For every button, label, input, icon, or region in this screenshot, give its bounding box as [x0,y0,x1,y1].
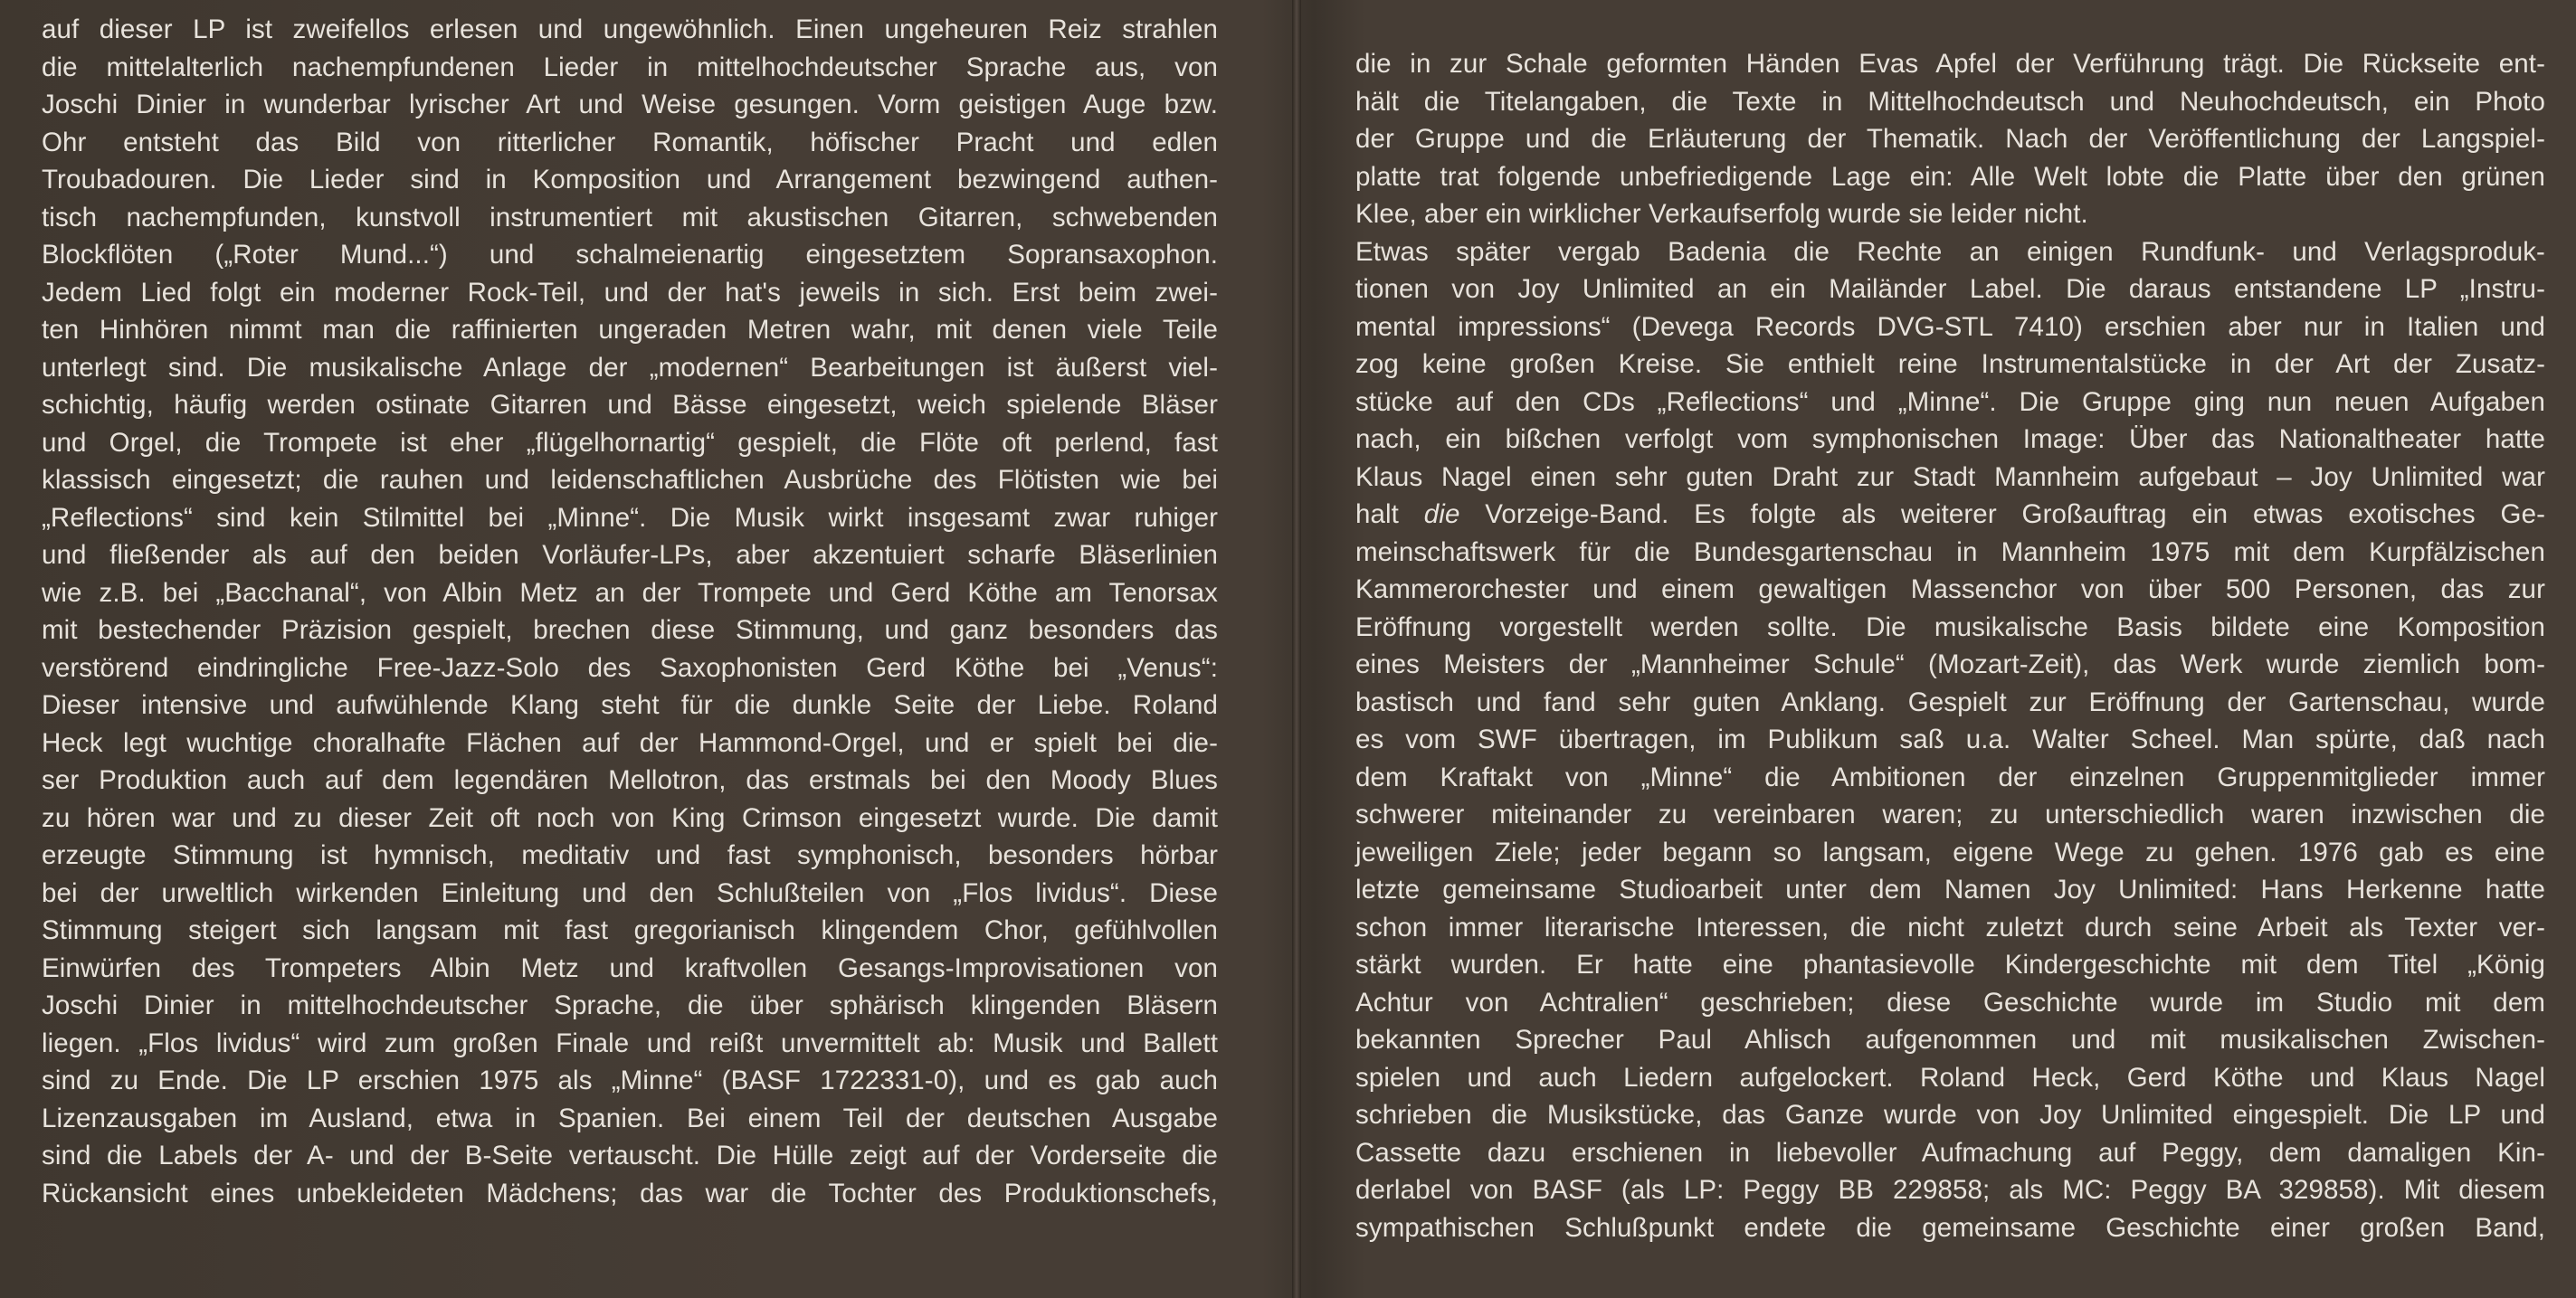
text-line-content: Kammerorchester und einem gewaltigen Massenchor von über 500 Personen, das zur [1355,574,2545,604]
text-line [42,950,1218,988]
text-line [1355,233,2545,271]
text-line [42,274,1218,312]
text-line-content: mental impressions“ (Devega Records DVG-STL 7410) erschien aber nur in Italien und [1355,311,2545,342]
text-line-content: es vom SWF übertragen, im Publikum saß u.a. Walter Scheel. Man spürte, daß nach [1355,725,2545,754]
text-line [42,499,1218,537]
text-line-content: schichtig, häufig werden ostinate Gitarren und Bässe eingesetzt, weich spielende Bläser [42,390,1218,420]
text-line [42,236,1218,274]
text-line-content: sympathischen Schlußpunkt endete die gemeinsame Geschichte einer großen Band, [1355,1212,2545,1243]
text-line [1355,909,2545,947]
text-line-content: Troubadouren. Die Lieder sind in Komposition und Arrangement bezwingend authen- [42,165,1218,194]
text-line-content: und fließender als auf den beiden Vorläufer-LPs, aber akzentuiert scharfe Bläserlinien [42,540,1218,570]
text-line [1355,195,2545,233]
text-line-content: Einwürfen des Trompeters Albin Metz und kraftvollen Gesangs-Improvisationen von [42,952,1218,983]
text-line [42,574,1218,612]
text-line-content: schwerer miteinander zu vereinbaren waren; zu unterschiedlich waren inzwischen die [1355,800,2545,829]
text-line [42,161,1218,199]
text-line-content: Joschi Dinier in mittelhochdeutscher Sprache, die über sphärisch klingenden Bläsern [42,990,1218,1020]
text-line-content: Etwas später vergab Badenia die Rechte an einigen Rundfunk- und Verlagsproduk- [1355,236,2545,267]
text-line [1355,421,2545,459]
text-line [1355,721,2545,759]
text-line [1355,796,2545,834]
text-line [42,1175,1218,1213]
text-line-content: und Orgel, die Trompete ist eher „flügelhornartig“ gespielt, die Flöte oft perlend, fast [42,427,1218,458]
text-line [42,11,1218,49]
text-line-content: bekannten Sprecher Paul Ahlisch aufgenommen und mit musikalischen Zwischen- [1355,1025,2545,1055]
text-line [1355,459,2545,497]
text-line-content: tisch nachempfunden, kunstvoll instrumentiert mit akustischen Gitarren, schwebenden [42,202,1218,232]
text-line [1355,984,2545,1022]
text-line-content: die in zur Schale geformten Händen Evas Apfel der Verführung trägt. Die Rückseite ent- [1355,49,2545,79]
text-line-content: ten Hinhören nimmt man die raffinierten ungeraden Metren wahr, mit denen viele Teile [42,315,1218,345]
text-line [42,424,1218,462]
right-page-text [1355,45,2545,1246]
text-line [1355,1209,2545,1247]
text-line-content: sind zu Ende. Die LP erschien 1975 als „Minne“ (BASF 1722331-0), und es gab auch [42,1066,1218,1095]
text-line [42,86,1218,124]
text-line [1355,120,2545,158]
text-line-content: auf dieser LP ist zweifellos erlesen und ungewöhnlich. Einen ungeheuren Reiz strahlen [42,14,1218,44]
text-line [42,386,1218,424]
page-gutter [1292,0,1301,1298]
text-line [42,649,1218,687]
text-line [42,49,1218,87]
text-line [42,199,1218,237]
left-page-text [42,11,1218,1212]
text-line [1355,83,2545,121]
text-line-content: Achtur von Achtralien“ geschrieben; diese Geschichte wurde im Studio mit dem [1355,987,2545,1018]
text-line [1355,946,2545,984]
text-line-content: Heck legt wuchtige choralhafte Flächen auf der Hammond-Orgel, und er spielt bei die- [42,727,1218,758]
text-line [1355,834,2545,872]
text-line-content: mit bestechender Präzision gespielt, brechen diese Stimmung, und ganz besonders das [42,615,1218,645]
text-line-content: liegen. „Flos lividus“ wird zum großen Finale und reißt unvermittelt ab: Musik und Ballett [42,1028,1218,1058]
text-line-content: sind die Labels der A- und der B-Seite vertauscht. Die Hülle zeigt auf der Vorderseite die [42,1141,1218,1170]
text-line [1355,759,2545,797]
text-line [42,1137,1218,1175]
text-line-content: halt die Vorzeige-Band. Es folgte als weiterer Großauftrag ein etwas exotisches Ge- [1355,499,2546,529]
text-line [1355,1021,2545,1059]
text-line-content: stärkt wurden. Er hatte eine phantasievolle Kindergeschichte mit dem Titel „König [1355,950,2545,980]
text-line [42,536,1218,574]
text-line [1355,609,2545,647]
text-line-content: klassisch eingesetzt; die rauhen und leidenschaftlichen Ausbrüche des Flötisten wie bei [42,465,1218,495]
text-line [42,912,1218,950]
text-line [42,611,1218,649]
text-line-content: spielen und auch Liedern aufgelockert. Roland Heck, Gerd Köthe und Klaus Nagel [1355,1062,2545,1093]
text-line-content: Klaus Nagel einen sehr guten Draht zur Stadt Mannheim aufgebaut – Joy Unlimited war [1355,461,2545,492]
text-line-content: bastisch und fand sehr guten Anklang. Gespielt zur Eröffnung der Gartenschau, wurde [1355,687,2545,717]
text-line-content: platte trat folgende unbefriedigende Lage ein: Alle Welt lobte die Platte über den grünen [1355,161,2545,192]
text-line [1355,871,2545,909]
text-line [1355,1134,2545,1172]
text-line-content: hält die Titelangaben, die Texte in Mittelhochdeutsch und Neuhochdeutsch, ein Photo [1355,86,2545,117]
text-line [42,124,1218,162]
text-line [42,725,1218,763]
text-line-content: stücke auf den CDs „Reflections“ und „Minne“. Die Gruppe ging nun neuen Aufgaben [1355,386,2545,417]
text-line-content: bei der urweltlich wirkenden Einleitung und den Schlußteilen von „Flos lividus“. Diese [42,877,1218,908]
text-line [1355,496,2545,534]
text-line [42,1100,1218,1138]
text-line [1355,346,2545,384]
text-line-content: jeweiligen Ziele; jeder begann so langsam, eigene Wege zu gehen. 1976 gab es eine [1355,837,2545,867]
text-line [1355,384,2545,422]
text-line [1355,1059,2545,1097]
text-line-content: wie z.B. bei „Bacchanal“, von Albin Metz an der Trompete und Gerd Köthe am Tenorsax [42,577,1218,608]
text-line-content: Lizenzausgaben im Ausland, etwa in Spanien. Bei einem Teil der deutschen Ausgabe [42,1103,1218,1133]
text-line [42,1062,1218,1100]
text-line-content: Joschi Dinier in wunderbar lyrischer Art und Weise gesungen. Vorm geistigen Auge bzw. [42,90,1218,119]
text-line-content: schrieben die Musikstücke, das Ganze wurde von Joy Unlimited eingespielt. Die LP und [1355,1100,2545,1130]
text-line-content: Klee, aber ein wirklicher Verkaufserfolg wurde sie leider nicht. [1355,199,2088,229]
text-line-content: derlabel von BASF (als LP: Peggy BB 229858; als MC: Peggy BA 329858). Mit diesem [1355,1175,2545,1205]
text-line [1355,684,2545,722]
text-line-content: Rückansicht eines unbekleideten Mädchens; das war die Tochter des Produktionschefs, [42,1178,1218,1208]
text-line [1355,1096,2545,1134]
text-line [1355,270,2545,308]
text-line-content: zu hören war und zu dieser Zeit oft noch von King Crimson eingesetzt wurde. Die damit [42,802,1218,833]
text-line-content: unterlegt sind. Die musikalische Anlage der „modernen“ Bearbeitungen ist äußerst viel- [42,352,1218,383]
text-line-content: ser Produktion auch auf dem legendären Mellotron, das erstmals bei den Moody Blues [42,765,1218,795]
text-line [1355,646,2545,684]
text-line-content: letzte gemeinsame Studioarbeit unter dem Namen Joy Unlimited: Hans Herkenne hatte [1355,875,2545,905]
text-line-content: zog keine großen Kreise. Sie enthielt reine Instrumentalstücke in der Art der Zusatz- [1355,349,2545,379]
text-line-content: Ohr entsteht das Bild von ritterlicher Romantik, höfischer Pracht und edlen [42,127,1218,157]
text-line-content: Dieser intensive und aufwühlende Klang steht für die dunkle Seite der Liebe. Roland [42,690,1218,720]
text-line-content: schon immer literarische Interessen, die nicht zuletzt durch seine Arbeit als Texter ver- [1355,912,2545,943]
text-line-content: nach, ein bißchen verfolgt vom symphonischen Image: Über das Nationaltheater hatte [1355,424,2545,454]
text-line [42,349,1218,387]
text-line [42,987,1218,1025]
text-line [42,875,1218,913]
text-line-content: eines Meisters der „Mannheimer Schule“ (Mozart-Zeit), das Werk wurde ziemlich bom- [1355,649,2545,679]
text-line-content: verstörend eindringliche Free-Jazz-Solo des Saxophonisten Gerd Köthe bei „Venus“: [42,652,1218,683]
text-line-content: tionen von Joy Unlimited an ein Mailänder Label. Die daraus entstandene LP „Instru- [1355,274,2545,304]
text-line-content: die mittelalterlich nachempfundenen Lieder in mittelhochdeutscher Sprache aus, von [42,52,1218,82]
text-line-content: „Reflections“ sind kein Stilmittel bei „Minne“. Die Musik wirkt insgesamt zwar ruhiger [42,502,1218,533]
text-line-content: der Gruppe und die Erläuterung der Thematik. Nach der Veröffentlichung der Langspiel- [1355,124,2545,154]
text-line-content: erzeugte Stimmung ist hymnisch, meditativ und fast symphonisch, besonders hörbar [42,840,1218,870]
text-line-content: meinschaftswerk für die Bundesgartenschau in Mannheim 1975 mit dem Kurpfälzischen [1355,536,2545,567]
text-line [42,762,1218,800]
text-line [1355,534,2545,572]
text-line [1355,308,2545,346]
text-line [1355,158,2545,196]
right-page [1301,0,2576,1298]
text-line-content: Cassette dazu erschienen in liebevoller Aufmachung auf Peggy, dem damaligen Kin- [1355,1137,2545,1168]
text-line-content: Eröffnung vorgestellt werden sollte. Die musikalische Basis bildete eine Komposition [1355,611,2545,642]
text-line [42,311,1218,349]
text-line-content: Blockflöten („Roter Mund...“) und schalmeienartig eingesetztem Sopransaxophon. [42,240,1218,270]
text-line-content: Jedem Lied folgt ein moderner Rock-Teil, und der hat's jeweils in sich. Erst beim zwei- [42,277,1218,308]
text-line [42,1025,1218,1063]
text-line [42,800,1218,838]
text-line [1355,45,2545,83]
text-line-content: Stimmung steigert sich langsam mit fast gregorianisch klingendem Chor, gefühlvollen [42,915,1218,945]
text-line [1355,1171,2545,1209]
text-line-content: dem Kraftakt von „Minne“ die Ambitionen der einzelnen Gruppenmitglieder immer [1355,762,2545,792]
text-line [42,837,1218,875]
text-line [1355,571,2545,609]
text-line [42,687,1218,725]
text-line [42,461,1218,499]
